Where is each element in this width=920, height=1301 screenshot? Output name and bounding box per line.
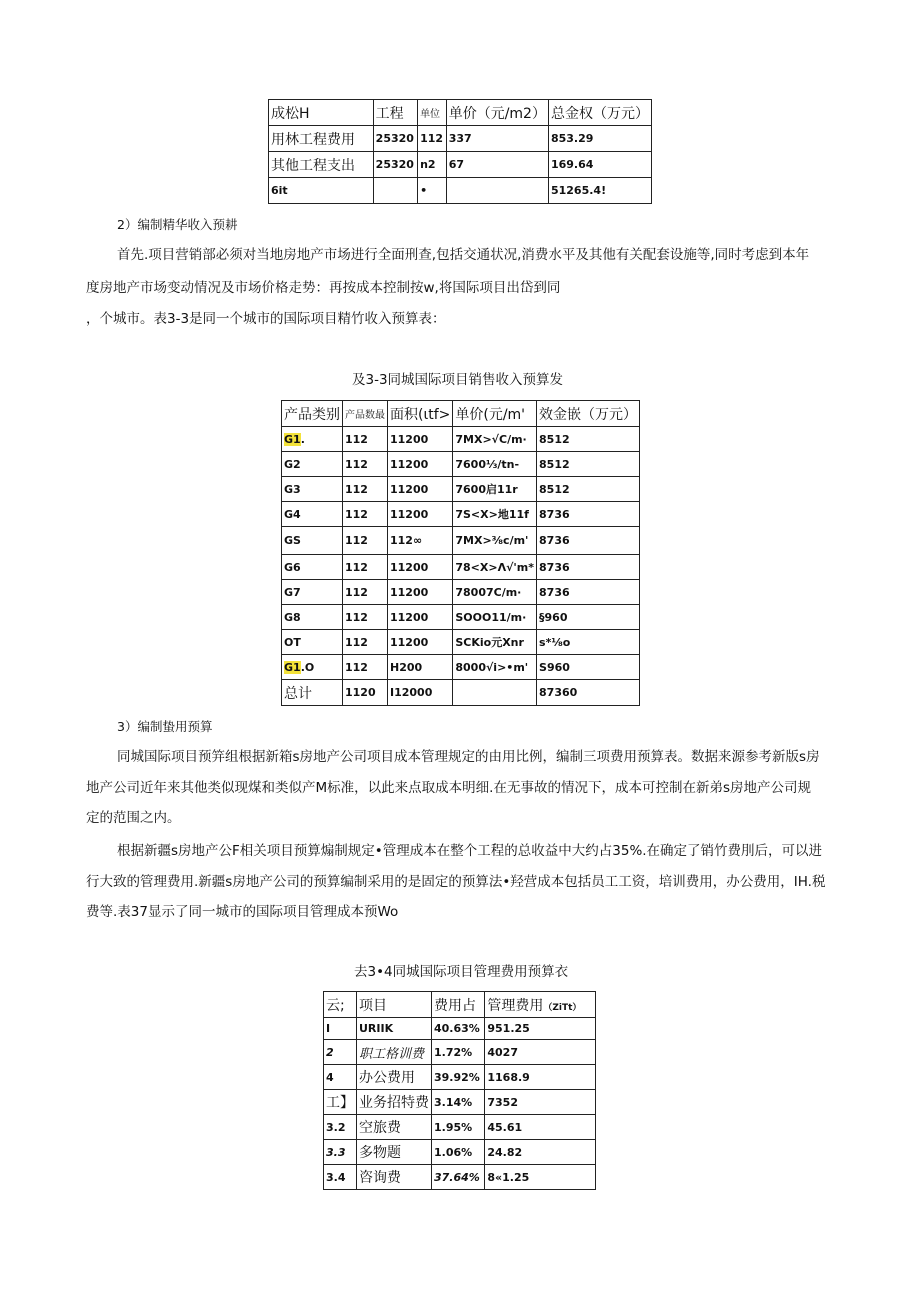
category-label: G7 xyxy=(284,585,301,599)
table-cell: 3.3 xyxy=(324,1140,357,1165)
table-cell: URIIK xyxy=(357,1018,432,1040)
table-cell: 8512 xyxy=(537,477,640,502)
table-cell xyxy=(373,178,417,204)
table-cell: 7MX>√C/m· xyxy=(453,427,537,452)
table-cell: 337 xyxy=(446,126,548,152)
table-cell: I12000 xyxy=(388,680,453,706)
header-cell: 单价(元/m' xyxy=(453,401,537,427)
table-caption: 及3-3同城国际项目销售收入预算发 xyxy=(352,372,564,388)
table-cell: 1120 xyxy=(343,680,388,706)
category-label: G6 xyxy=(284,560,301,574)
category-label: GS xyxy=(284,534,301,547)
table-cell: 78007C/m· xyxy=(453,580,537,605)
header-cell: 单价（元/m2） xyxy=(446,100,548,126)
table-cell: 职工格训费 xyxy=(357,1040,432,1065)
table-cell: 2 xyxy=(324,1040,357,1065)
category-label: .O xyxy=(300,660,315,674)
header-cell: 效金嵌（万元） xyxy=(537,401,640,427)
paragraph-line: 费等.表37显示了同一城市的国际项目管理成本预Wo xyxy=(86,904,399,920)
header-cell: 单位 xyxy=(418,100,447,126)
table-row xyxy=(324,992,596,1018)
table-cell: 其他工程支出 xyxy=(269,152,374,178)
header-cell: 项目 xyxy=(357,992,432,1018)
table-cell: 25320 xyxy=(373,152,417,178)
paragraph-line: 根据新疆s房地产公F相关项目预算煽制规定•管理成本在整个工程的总收益中大约占35%.在确定了销竹费刖后，可以进 xyxy=(117,843,823,859)
table-cell: 87360 xyxy=(537,680,640,706)
cost-table xyxy=(268,99,652,204)
table-cell: 112 xyxy=(343,427,388,452)
table-cell: 7MX>⅜c/m' xyxy=(453,527,537,555)
table-cell xyxy=(282,630,343,655)
table-cell xyxy=(446,178,548,204)
table-cell: 办公费用 xyxy=(357,1065,432,1090)
table-cell: 7600⅓/tn- xyxy=(453,452,537,477)
category-label: G4 xyxy=(284,507,301,521)
table-cell: 24.82 xyxy=(485,1140,596,1165)
table-row xyxy=(282,477,640,502)
category-label: . xyxy=(300,432,305,446)
highlighted-text: G1 xyxy=(284,660,301,674)
table-cell: 用林工程费用 xyxy=(269,126,374,152)
table-cell: s*⅛o xyxy=(537,630,640,655)
table-cell: 空旅费 xyxy=(357,1115,432,1140)
table-cell: 业务招特费 xyxy=(357,1090,432,1115)
table-row xyxy=(324,1090,596,1115)
table-cell: 112 xyxy=(343,527,388,555)
table-cell: 8736 xyxy=(537,527,640,555)
table-row xyxy=(282,527,640,555)
table-cell: H200 xyxy=(388,655,453,680)
table-cell xyxy=(282,452,343,477)
table-cell: 78<X>Λ√'m* xyxy=(453,555,537,580)
table-cell: 1.06% xyxy=(432,1140,485,1165)
table-cell: 25320 xyxy=(373,126,417,152)
table-cell: n2 xyxy=(418,152,447,178)
table-cell: SOOO11/m· xyxy=(453,605,537,630)
table-cell: 11200 xyxy=(388,580,453,605)
category-label: G8 xyxy=(284,610,301,624)
category-label: OT xyxy=(284,635,301,649)
header-cell: 面积(ιtf> xyxy=(388,401,453,427)
table-cell: 39.92% xyxy=(432,1065,485,1090)
table-cell: 7352 xyxy=(485,1090,596,1115)
table-caption: 去3•4同城国际项目管理费用预算衣 xyxy=(354,964,569,980)
table-cell: 112 xyxy=(343,502,388,527)
table-cell xyxy=(282,555,343,580)
table-cell: 8736 xyxy=(537,555,640,580)
table-cell: 169.64 xyxy=(548,152,651,178)
table-cell xyxy=(282,502,343,527)
table-cell: • xyxy=(418,178,447,204)
table-row xyxy=(282,580,640,605)
table-cell: 112 xyxy=(343,580,388,605)
table-cell: 8000√i>•m' xyxy=(453,655,537,680)
table-cell: 67 xyxy=(446,152,548,178)
paragraph-line: ，个城市。表3-3是同一个城市的国际项目精竹收入预算表： xyxy=(86,311,446,327)
table-cell: 951.25 xyxy=(485,1018,596,1040)
table-row xyxy=(282,401,640,427)
table-cell: 112 xyxy=(343,477,388,502)
table-cell xyxy=(453,680,537,706)
table-cell: 51265.4! xyxy=(548,178,651,204)
table-row xyxy=(324,1065,596,1090)
table-row xyxy=(324,1140,596,1165)
table-cell: 7S<X>地11f xyxy=(453,502,537,527)
table-cell: 总计 xyxy=(282,680,343,706)
table-cell xyxy=(282,427,343,452)
highlighted-text: G1 xyxy=(284,432,301,446)
table-cell xyxy=(282,527,343,555)
table-cell: 11200 xyxy=(388,502,453,527)
table-cell: 11200 xyxy=(388,477,453,502)
sales-table xyxy=(281,400,640,706)
table-cell xyxy=(282,655,343,680)
table-row xyxy=(324,1040,596,1065)
table-cell: 45.61 xyxy=(485,1115,596,1140)
section-heading: 3）编制蛰用预算 xyxy=(117,719,213,734)
table-cell: 3.14% xyxy=(432,1090,485,1115)
table-cell xyxy=(282,605,343,630)
table-cell: 4027 xyxy=(485,1040,596,1065)
management-cost-table xyxy=(323,991,596,1190)
paragraph-line: 度房地产市场变动情况及市场价格走势：再按成本控制按w,将国际项目出岱到同 xyxy=(86,280,561,296)
header-cell: 总金权（万元） xyxy=(548,100,651,126)
header-cell xyxy=(485,992,596,1018)
paragraph-line: 定的范围之内。 xyxy=(86,810,181,826)
header-cell: 产品类别 xyxy=(282,401,343,427)
paragraph-line: 首先.项目营销部必须对当地房地产市场进行全面刑查,包括交通状况,消费水平及其他有关配套设施等,同时考虑到本年 xyxy=(117,247,810,263)
table-cell: 8«1.25 xyxy=(485,1165,596,1190)
table-cell: 8512 xyxy=(537,452,640,477)
table-row xyxy=(282,605,640,630)
table-cell: 11200 xyxy=(388,452,453,477)
table-cell: 112∞ xyxy=(388,527,453,555)
table-cell: 1.95% xyxy=(432,1115,485,1140)
table-row xyxy=(324,1165,596,1190)
table-cell: §960 xyxy=(537,605,640,630)
table-row xyxy=(269,126,652,152)
table-cell: 853.29 xyxy=(548,126,651,152)
table-cell: 8736 xyxy=(537,502,640,527)
table-row xyxy=(269,100,652,126)
table-cell: 7600启11r xyxy=(453,477,537,502)
category-label: G2 xyxy=(284,457,301,471)
table-cell: 咨询费 xyxy=(357,1165,432,1190)
table-cell: 112 xyxy=(343,555,388,580)
paragraph-line: 同城国际项目预笄组根据新箱s房地产公司项目成本管理规定的由用比例，编制三项费用预算表。数据来源参考新版s房 xyxy=(117,749,820,765)
table-cell: 3.2 xyxy=(324,1115,357,1140)
table-cell: 工】 xyxy=(324,1090,357,1115)
header-cell: 成松H xyxy=(269,100,374,126)
table-cell: S960 xyxy=(537,655,640,680)
table-cell: 11200 xyxy=(388,605,453,630)
table-row xyxy=(282,452,640,477)
table-cell: 1.72% xyxy=(432,1040,485,1065)
table-row xyxy=(269,152,652,178)
table-cell: 8736 xyxy=(537,580,640,605)
header-cell: 云; xyxy=(324,992,357,1018)
table-cell: 多物题 xyxy=(357,1140,432,1165)
header-cell: 工程 xyxy=(373,100,417,126)
table-cell: 4 xyxy=(324,1065,357,1090)
table-row xyxy=(269,178,652,204)
table-cell: 11200 xyxy=(388,630,453,655)
paragraph-line: 地产公司近年来其他类似现煤和类似产M标准，以此来点取成本明细.在无事故的情况下，成本可控制在新弟s房地产公司规 xyxy=(86,780,811,796)
table-cell xyxy=(282,477,343,502)
table-cell: 112 xyxy=(343,452,388,477)
paragraph-line: 行大致的管理费用.新疆s房地产公司的预算编制采用的是固定的预算法•羟营成本包括员工工资，培训费用，办公费用，IH.税 xyxy=(86,874,826,890)
table-cell: 112 xyxy=(343,605,388,630)
table-cell: 112 xyxy=(343,655,388,680)
table-cell: 40.63% xyxy=(432,1018,485,1040)
header-cell: 产品数最 xyxy=(343,401,388,427)
table-cell: 112 xyxy=(418,126,447,152)
header-cell: 费用占 xyxy=(432,992,485,1018)
table-cell: 112 xyxy=(343,630,388,655)
table-cell: 3.4 xyxy=(324,1165,357,1190)
table-row xyxy=(282,655,640,680)
table-row xyxy=(282,630,640,655)
table-row xyxy=(324,1115,596,1140)
header-label: 管理费用 xyxy=(487,997,544,1014)
table-cell: 6it xyxy=(269,178,374,204)
header-unit: （ZiTt） xyxy=(543,1002,582,1013)
table-row xyxy=(324,1018,596,1040)
table-cell: 8512 xyxy=(537,427,640,452)
total-row xyxy=(282,680,640,706)
category-label: G3 xyxy=(284,482,301,496)
table-cell xyxy=(282,580,343,605)
section-heading: 2）编制精华收入预耕 xyxy=(117,217,238,232)
table-row xyxy=(282,502,640,527)
table-cell: SCKio元Xnr xyxy=(453,630,537,655)
table-cell: 11200 xyxy=(388,427,453,452)
table-row xyxy=(282,555,640,580)
table-cell: 11200 xyxy=(388,555,453,580)
table-row xyxy=(282,427,640,452)
table-cell: I xyxy=(324,1018,357,1040)
table-cell: 37.64% xyxy=(432,1165,485,1190)
table-cell: 1168.9 xyxy=(485,1065,596,1090)
